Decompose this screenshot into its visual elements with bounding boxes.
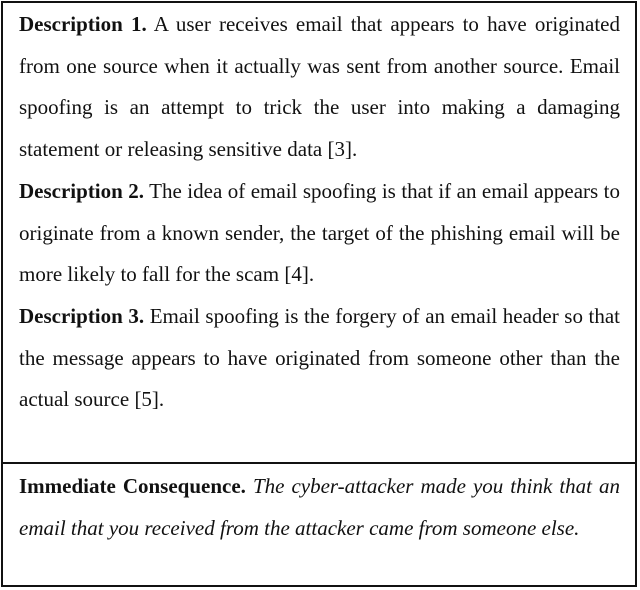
description-table — [1, 1, 637, 587]
consequence-label: Immediate Consequence. — [19, 474, 246, 498]
description-2 — [3, 171, 635, 296]
description-1-label: Description 1. — [19, 12, 147, 36]
description-3 — [3, 296, 635, 421]
consequence-paragraph — [3, 466, 635, 549]
description-3-label: Description 3. — [19, 303, 145, 328]
description-1 — [3, 4, 635, 171]
description-3-text: Email spoofing is the forgery of an email header so that the message appears to have originated from someone other than the actual source [5]. — [19, 303, 621, 412]
description-1-text: A user receives email that appears to have originated from one source when it actually was sent from another source. Email spoofing is an attempt to trick the user into making a damaging statement or releasing sensitive data [3]. — [19, 12, 620, 162]
descriptions-section — [3, 3, 635, 462]
consequence-text: The cyber-attacker made you think that an email that you received from the attacker came from someone else. — [19, 474, 620, 540]
description-2-label: Description 2. — [19, 178, 145, 203]
description-2-text: The idea of email spoofing is that if an email appears to originate from a known sender, the target of the phishing email will be more likely to fall for the scam [4]. — [19, 178, 621, 287]
consequence-section — [3, 464, 635, 585]
